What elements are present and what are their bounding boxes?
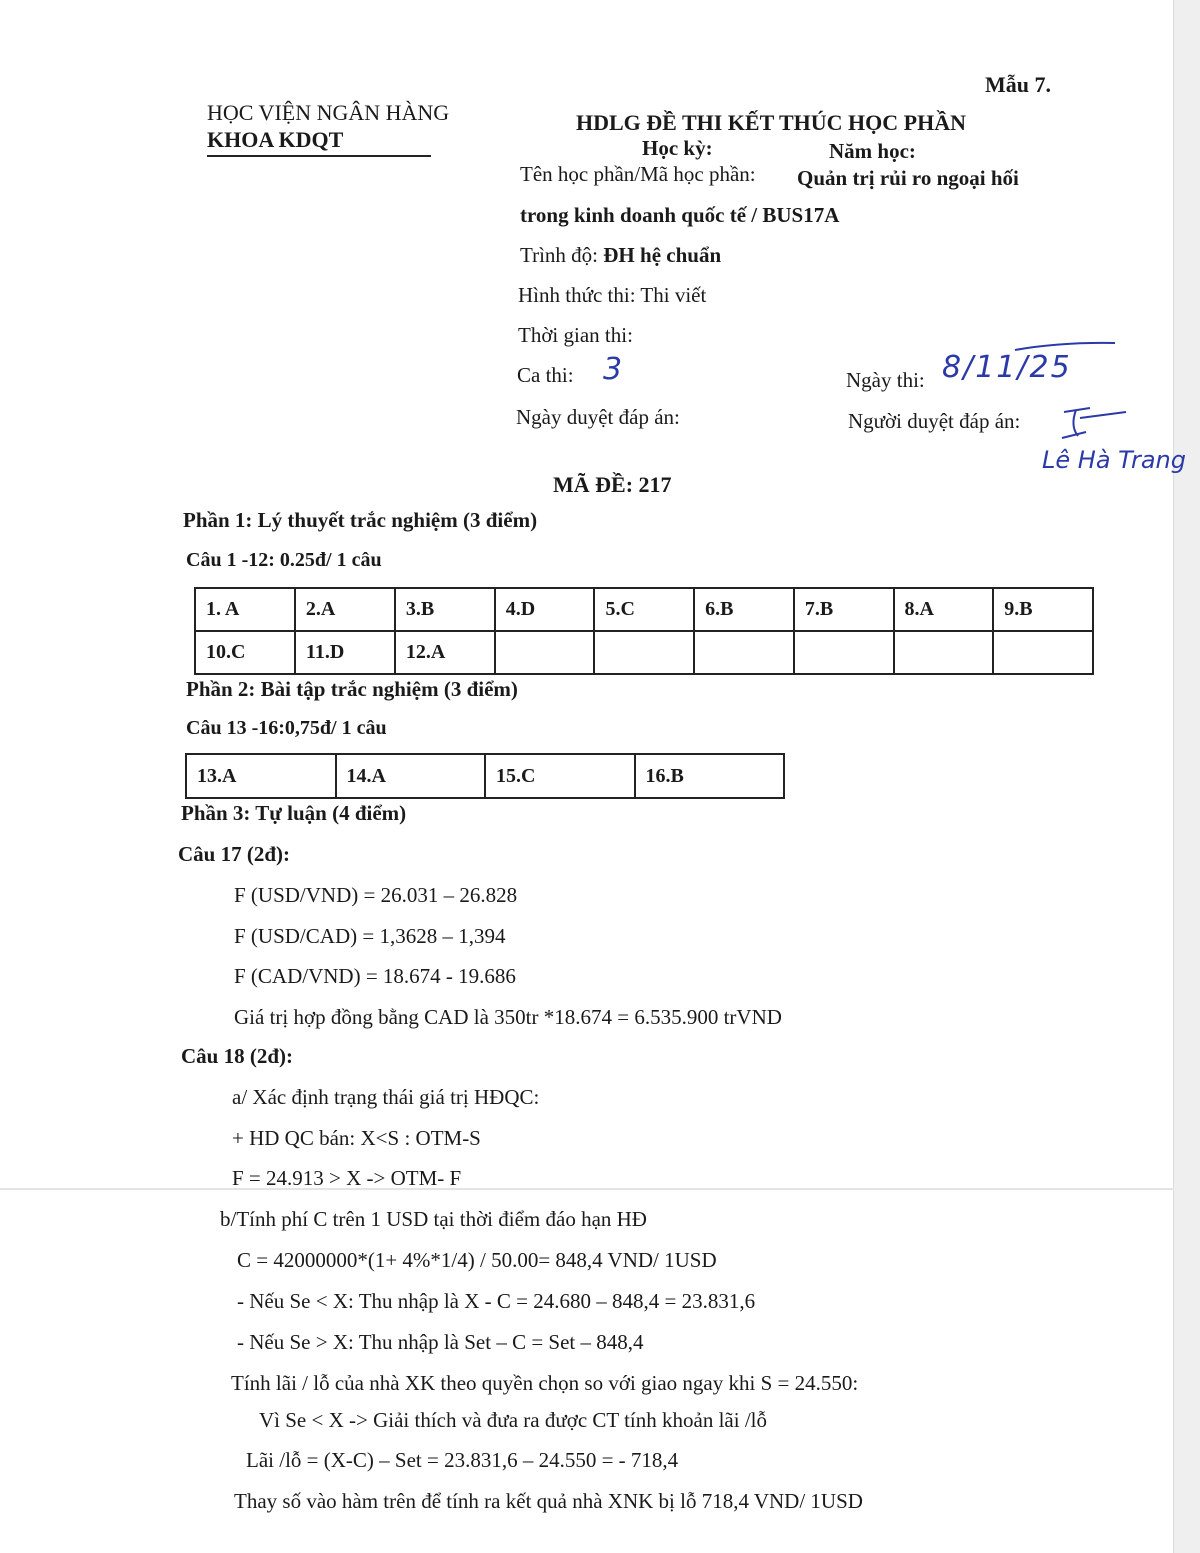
answer-cell: 3.B [395, 588, 495, 631]
q18-line: Thay số vào hàm trên để tính ra kết quả nhà XNK bị lỗ 718,4 VND/ 1USD [234, 1489, 863, 1513]
q18-line: b/Tính phí C trên 1 USD tại thời điểm đáo hạn HĐ [220, 1207, 647, 1231]
course-value-line1: Quản trị rủi ro ngoại hối [797, 166, 1019, 190]
approver-signature-name: Lê Hà Trang [1042, 446, 1186, 474]
q17-line: F (CAD/VND) = 18.674 - 19.686 [234, 964, 516, 988]
exam-date-label: Ngày thi: [846, 368, 925, 392]
answer-cell: 11.D [295, 631, 395, 674]
q17-title: Câu 17 (2đ): [178, 842, 291, 866]
q18-line: F = 24.913 > X -> OTM- F [232, 1166, 462, 1190]
format-row [518, 283, 706, 308]
scan-edge [1173, 0, 1200, 1553]
q18-line: Tính lãi / lỗ của nhà XK theo quyền chọn so với giao ngay khi S = 24.550: [231, 1371, 859, 1395]
q17-line: F (USD/VND) = 26.031 – 26.828 [234, 883, 518, 907]
answer-cell: 6.B [694, 588, 794, 631]
table-row [195, 588, 1093, 631]
fold-line [0, 1188, 1174, 1190]
level-label: Trình độ: [520, 243, 599, 267]
course-value-line2: trong kinh doanh quốc tế / BUS17A [520, 203, 840, 227]
date-underline-stroke [1010, 338, 1120, 358]
answer-cell [794, 631, 894, 674]
answer-cell [694, 631, 794, 674]
course-label: Tên học phần/Mã học phần: [520, 162, 756, 186]
answer-cell: 15.C [485, 754, 635, 798]
answer-cell: 8.A [894, 588, 994, 631]
semester-label: Học kỳ: [642, 136, 713, 160]
q17-line: Giá trị hợp đồng bằng CAD là 350tr *18.674 = 6.535.900 trVND [234, 1005, 782, 1029]
table-row [186, 754, 784, 798]
answer-cell: 12.A [395, 631, 495, 674]
part1-answer-table [194, 587, 1094, 675]
answer-cell: 13.A [186, 754, 336, 798]
format-label: Hình thức thi: [518, 283, 636, 307]
part2-title: Phần 2: Bài tập trắc nghiệm (3 điểm) [186, 677, 518, 701]
answer-cell: 16.B [635, 754, 785, 798]
table-row [195, 631, 1093, 674]
answer-cell: 7.B [794, 588, 894, 631]
answer-cell: 2.A [295, 588, 395, 631]
part2-subtitle: Câu 13 -16:0,75đ/ 1 câu [186, 717, 387, 739]
q17-line: F (USD/CAD) = 1,3628 – 1,394 [234, 924, 506, 948]
exam-code: MÃ ĐỀ: 217 [553, 472, 672, 497]
part2-answer-table [185, 753, 785, 799]
level-row [520, 243, 721, 268]
q18-line: - Nếu Se > X: Thu nhập là Set – C = Set – 848,4 [237, 1330, 644, 1354]
approver-label: Người duyệt đáp án: [848, 409, 1021, 433]
form-number: Mẫu 7. [985, 72, 1051, 97]
year-label: Năm học: [829, 139, 916, 163]
part1-title: Phần 1: Lý thuyết trắc nghiệm (3 điểm) [183, 508, 538, 532]
approver-signature-mark [1060, 404, 1132, 446]
answer-cell: 10.C [195, 631, 295, 674]
document-title: HDLG ĐỀ THI KẾT THÚC HỌC PHẦN [576, 110, 966, 135]
format-value: Thi viết [640, 283, 707, 307]
q18-line: + HD QC bán: X<S : OTM-S [232, 1126, 481, 1150]
exam-date-handwritten: 8/11/25 [942, 350, 1072, 385]
part3-title: Phần 3: Tự luận (4 điểm) [181, 801, 407, 825]
q18-line: Lãi /lỗ = (X-C) – Set = 23.831,6 – 24.550 = - 718,4 [246, 1448, 679, 1472]
session-handwritten: 3 [603, 352, 623, 387]
duration-label: Thời gian thi: [518, 323, 633, 347]
q18-line: a/ Xác định trạng thái giá trị HĐQC: [232, 1085, 540, 1109]
answer-cell: 4.D [495, 588, 595, 631]
q18-line: - Nếu Se < X: Thu nhập là X - C = 24.680 – 848,4 = 23.831,6 [237, 1289, 756, 1313]
answer-cell [594, 631, 694, 674]
faculty-name: KHOA KDQT [207, 127, 431, 157]
answer-cell: 9.B [993, 588, 1093, 631]
q18-line: C = 42000000*(1+ 4%*1/4) / 50.00= 848,4 VND/ 1USD [237, 1248, 717, 1272]
approve-date-label: Ngày duyệt đáp án: [516, 405, 680, 429]
q18-line: Vì Se < X -> Giải thích và đưa ra được CT tính khoản lãi /lỗ [259, 1408, 767, 1432]
answer-cell: 1. A [195, 588, 295, 631]
q18-title: Câu 18 (2đ): [181, 1044, 294, 1068]
answer-cell [495, 631, 595, 674]
part1-subtitle: Câu 1 -12: 0.25đ/ 1 câu [186, 549, 382, 571]
answer-cell: 14.A [336, 754, 486, 798]
answer-cell [993, 631, 1093, 674]
answer-cell [894, 631, 994, 674]
session-label: Ca thi: [517, 363, 574, 387]
answer-cell: 5.C [594, 588, 694, 631]
institution-name: HỌC VIỆN NGÂN HÀNG [207, 100, 450, 125]
level-value: ĐH hệ chuẩn [603, 243, 722, 267]
